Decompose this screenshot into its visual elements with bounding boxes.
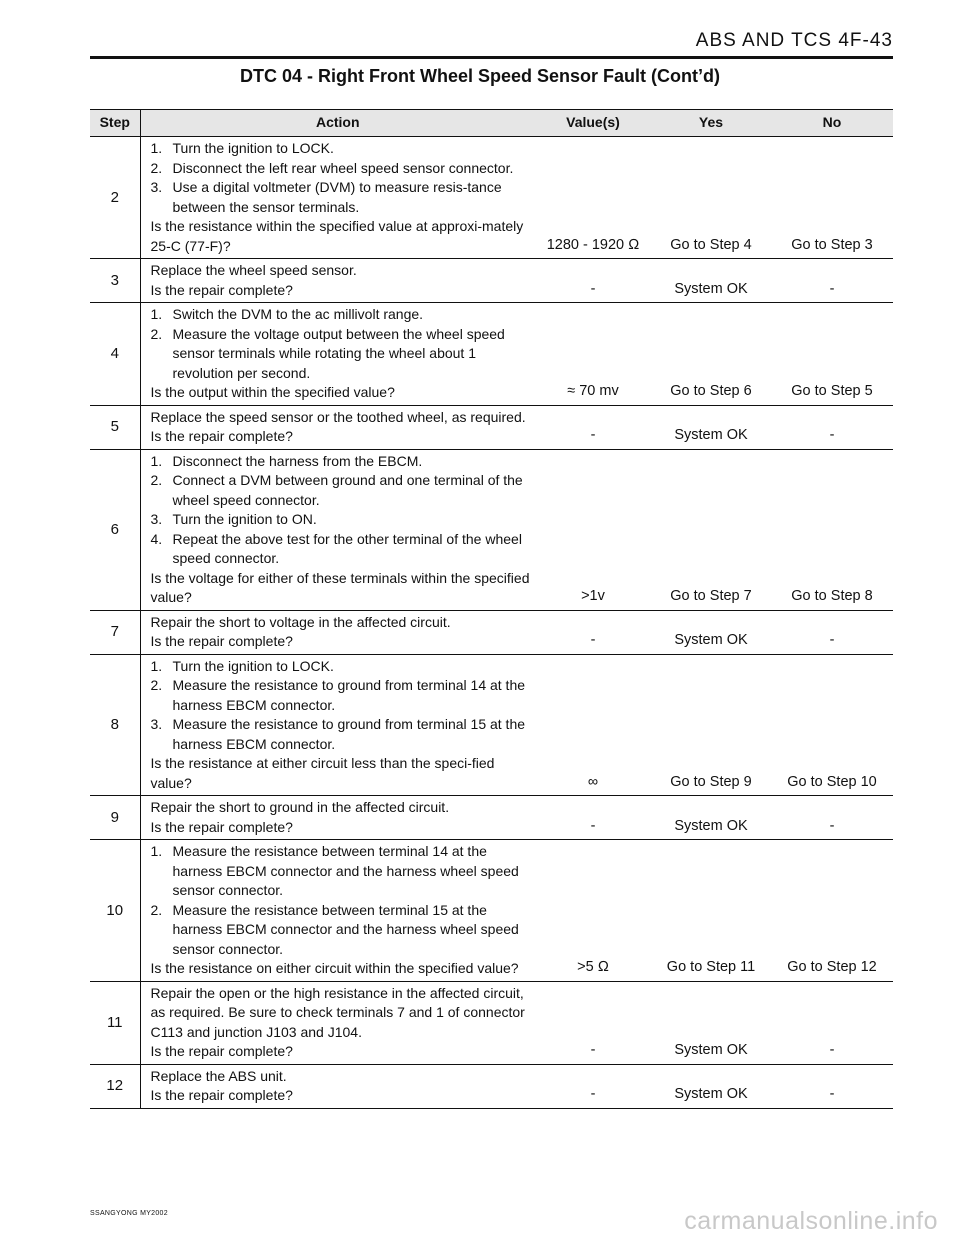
action-step-text: Connect a DVM between ground and one terminal of the wheel speed connector.	[172, 472, 523, 508]
table-row	[90, 137, 893, 259]
action-step-number: 3.	[150, 511, 163, 527]
action-step-text: Measure the resistance to ground from terminal 14 at the harness EBCM connector.	[172, 677, 526, 713]
action-step	[151, 325, 532, 384]
step-number: 7	[90, 610, 140, 654]
value-cell: -	[535, 981, 651, 1064]
action-step	[151, 676, 532, 715]
action-step	[151, 159, 532, 179]
action-text: Replace the speed sensor or the toothed wheel, as required.	[150, 408, 526, 425]
no-cell: Go to Step 3	[771, 137, 893, 259]
page-footer: SSANGYONG MY2002	[90, 1210, 168, 1217]
step-number: 2	[90, 137, 140, 259]
action-step-text: Turn the ignition to ON.	[172, 511, 317, 527]
action-step	[151, 715, 532, 754]
action-question: Is the repair complete?	[150, 633, 293, 649]
step-number: 5	[90, 405, 140, 449]
watermark: carmanualsonline.info	[684, 1207, 938, 1235]
action-step-number: 2.	[150, 325, 163, 342]
yes-cell: Go to Step 11	[651, 840, 771, 982]
step-number: 12	[90, 1064, 140, 1108]
value-cell: ≈ 70 mv	[535, 303, 651, 406]
action-step	[151, 530, 532, 569]
yes-cell: System OK	[651, 259, 771, 303]
no-cell: Go to Step 12	[771, 840, 893, 982]
no-cell: Go to Step 10	[771, 654, 893, 796]
step-number: 3	[90, 259, 140, 303]
action-step-number: 2.	[150, 159, 163, 176]
action-question: Is the repair complete?	[150, 1043, 293, 1059]
step-number: 10	[90, 840, 140, 982]
action-step-number: 1.	[150, 306, 163, 322]
value-cell: >1v	[535, 449, 651, 610]
action-step-number: 3.	[150, 179, 163, 195]
yes-cell: System OK	[651, 405, 771, 449]
column-header-yes: Yes	[651, 110, 771, 137]
yes-cell: Go to Step 4	[651, 137, 771, 259]
action-step-number: 2.	[150, 901, 163, 918]
table-row	[90, 981, 893, 1064]
action-step-number: 1.	[150, 843, 163, 859]
action-text: Replace the wheel speed sensor.	[150, 262, 357, 278]
action-text: Replace the ABS unit.	[150, 1067, 287, 1084]
action-steps-list	[151, 139, 532, 217]
yes-cell: Go to Step 9	[651, 654, 771, 796]
value-cell: -	[535, 405, 651, 449]
action-cell	[140, 303, 535, 406]
action-step-text: Measure the resistance between terminal 15 at the harness EBCM connector and the harness wheel speed sensor connector.	[172, 901, 519, 957]
action-steps-list	[151, 305, 532, 383]
table-row	[90, 303, 893, 406]
action-cell	[140, 259, 535, 303]
action-step	[151, 305, 532, 325]
column-header-step: Step	[90, 110, 140, 137]
table-header-row	[90, 110, 893, 137]
column-header-values: Value(s)	[535, 110, 651, 137]
action-question: Is the repair complete?	[150, 281, 293, 298]
step-number: 8	[90, 654, 140, 796]
no-cell: Go to Step 5	[771, 303, 893, 406]
action-cell	[140, 610, 535, 654]
action-step-text: Disconnect the harness from the EBCM.	[172, 452, 423, 469]
action-cell	[140, 137, 535, 259]
action-step-text: Turn the ignition to LOCK.	[172, 657, 334, 674]
no-cell: -	[771, 796, 893, 840]
step-number: 4	[90, 303, 140, 406]
column-header-action: Action	[140, 110, 535, 137]
action-step-number: 1.	[150, 140, 163, 156]
action-step-number: 2.	[150, 472, 163, 488]
action-question: Is the repair complete?	[150, 428, 293, 444]
action-cell	[140, 796, 535, 840]
action-cell	[140, 981, 535, 1064]
table-row	[90, 610, 893, 654]
action-question: Is the resistance on either circuit within the specified value?	[150, 960, 519, 976]
action-cell	[140, 840, 535, 982]
action-step-number: 1.	[150, 452, 163, 469]
table-row	[90, 259, 893, 303]
document-title: DTC 04 - Right Front Wheel Speed Sensor Fault (Cont’d)	[240, 66, 720, 86]
yes-cell: Go to Step 6	[651, 303, 771, 406]
value-cell: -	[535, 259, 651, 303]
action-step	[151, 471, 532, 510]
no-cell: -	[771, 981, 893, 1064]
no-cell: -	[771, 259, 893, 303]
action-steps-list	[151, 657, 532, 755]
no-cell: Go to Step 8	[771, 449, 893, 610]
value-cell: -	[535, 1064, 651, 1108]
action-step	[151, 139, 532, 159]
action-steps-list	[151, 842, 532, 959]
action-step-text: Use a digital voltmeter (DVM) to measure resis-tance between the sensor terminals.	[172, 179, 502, 215]
action-step	[151, 452, 532, 472]
no-cell: -	[771, 610, 893, 654]
no-cell: -	[771, 405, 893, 449]
action-step	[151, 901, 532, 960]
action-step	[151, 657, 532, 677]
table-row	[90, 405, 893, 449]
action-question: Is the repair complete?	[150, 1087, 293, 1103]
action-step	[151, 842, 532, 901]
yes-cell: System OK	[651, 796, 771, 840]
value-cell: >5 Ω	[535, 840, 651, 982]
action-step-text: Disconnect the left rear wheel speed sensor connector.	[172, 159, 514, 176]
action-step-text: Measure the resistance between terminal 14 at the harness EBCM connector and the harness wheel speed sensor connector.	[172, 843, 519, 898]
section-title: ABS AND TCS 4F-43	[695, 30, 893, 51]
page-header	[90, 30, 893, 59]
action-question: Is the resistance within the specified value at approxi-mately 25-C (77-F)?	[150, 218, 524, 254]
action-steps-list	[151, 452, 532, 569]
yes-cell: System OK	[651, 610, 771, 654]
step-number: 9	[90, 796, 140, 840]
table-row	[90, 796, 893, 840]
action-step-text: Turn the ignition to LOCK.	[172, 140, 334, 156]
action-text: Repair the open or the high resistance in the affected circuit, as required. Be sure to check terminals 7 and 1 of connector C113 and junction J103 and J104.	[150, 984, 525, 1040]
action-step-text: Measure the resistance to ground from terminal 15 at the harness EBCM connector.	[172, 716, 526, 752]
value-cell: ∞	[535, 654, 651, 796]
value-cell: 1280 - 1920 Ω	[535, 137, 651, 259]
action-step-number: 3.	[150, 716, 163, 732]
action-question: Is the output within the specified value?	[150, 384, 395, 400]
table-row	[90, 449, 893, 610]
action-question: Is the voltage for either of these terminals within the specified value?	[150, 569, 530, 605]
step-number: 11	[90, 981, 140, 1064]
action-step-text: Repeat the above test for the other terminal of the wheel speed connector.	[172, 530, 522, 566]
action-question: Is the resistance at either circuit less than the speci-fied value?	[150, 755, 495, 791]
action-step-text: Switch the DVM to the ac millivolt range.	[172, 306, 424, 322]
diagnostic-table	[90, 109, 893, 1109]
action-step-number: 2.	[150, 677, 163, 693]
yes-cell: Go to Step 7	[651, 449, 771, 610]
yes-cell: System OK	[651, 1064, 771, 1108]
action-step	[151, 510, 532, 530]
table-row	[90, 1064, 893, 1108]
action-step-number: 1.	[150, 657, 163, 674]
action-text: Repair the short to voltage in the affected circuit.	[150, 613, 451, 630]
action-question: Is the repair complete?	[150, 818, 293, 835]
value-cell: -	[535, 610, 651, 654]
column-header-no: No	[771, 110, 893, 137]
action-cell	[140, 1064, 535, 1108]
table-row	[90, 654, 893, 796]
action-cell	[140, 405, 535, 449]
table-row	[90, 840, 893, 982]
action-step	[151, 178, 532, 217]
action-step-text: Measure the voltage output between the wheel speed sensor terminals while rotating the wheel about 1 revolution per second.	[172, 325, 505, 381]
action-text: Repair the short to ground in the affected circuit.	[150, 799, 450, 815]
action-cell	[140, 654, 535, 796]
value-cell: -	[535, 796, 651, 840]
step-number: 6	[90, 449, 140, 610]
action-cell	[140, 449, 535, 610]
action-step-number: 4.	[150, 530, 163, 547]
no-cell: -	[771, 1064, 893, 1108]
yes-cell: System OK	[651, 981, 771, 1064]
